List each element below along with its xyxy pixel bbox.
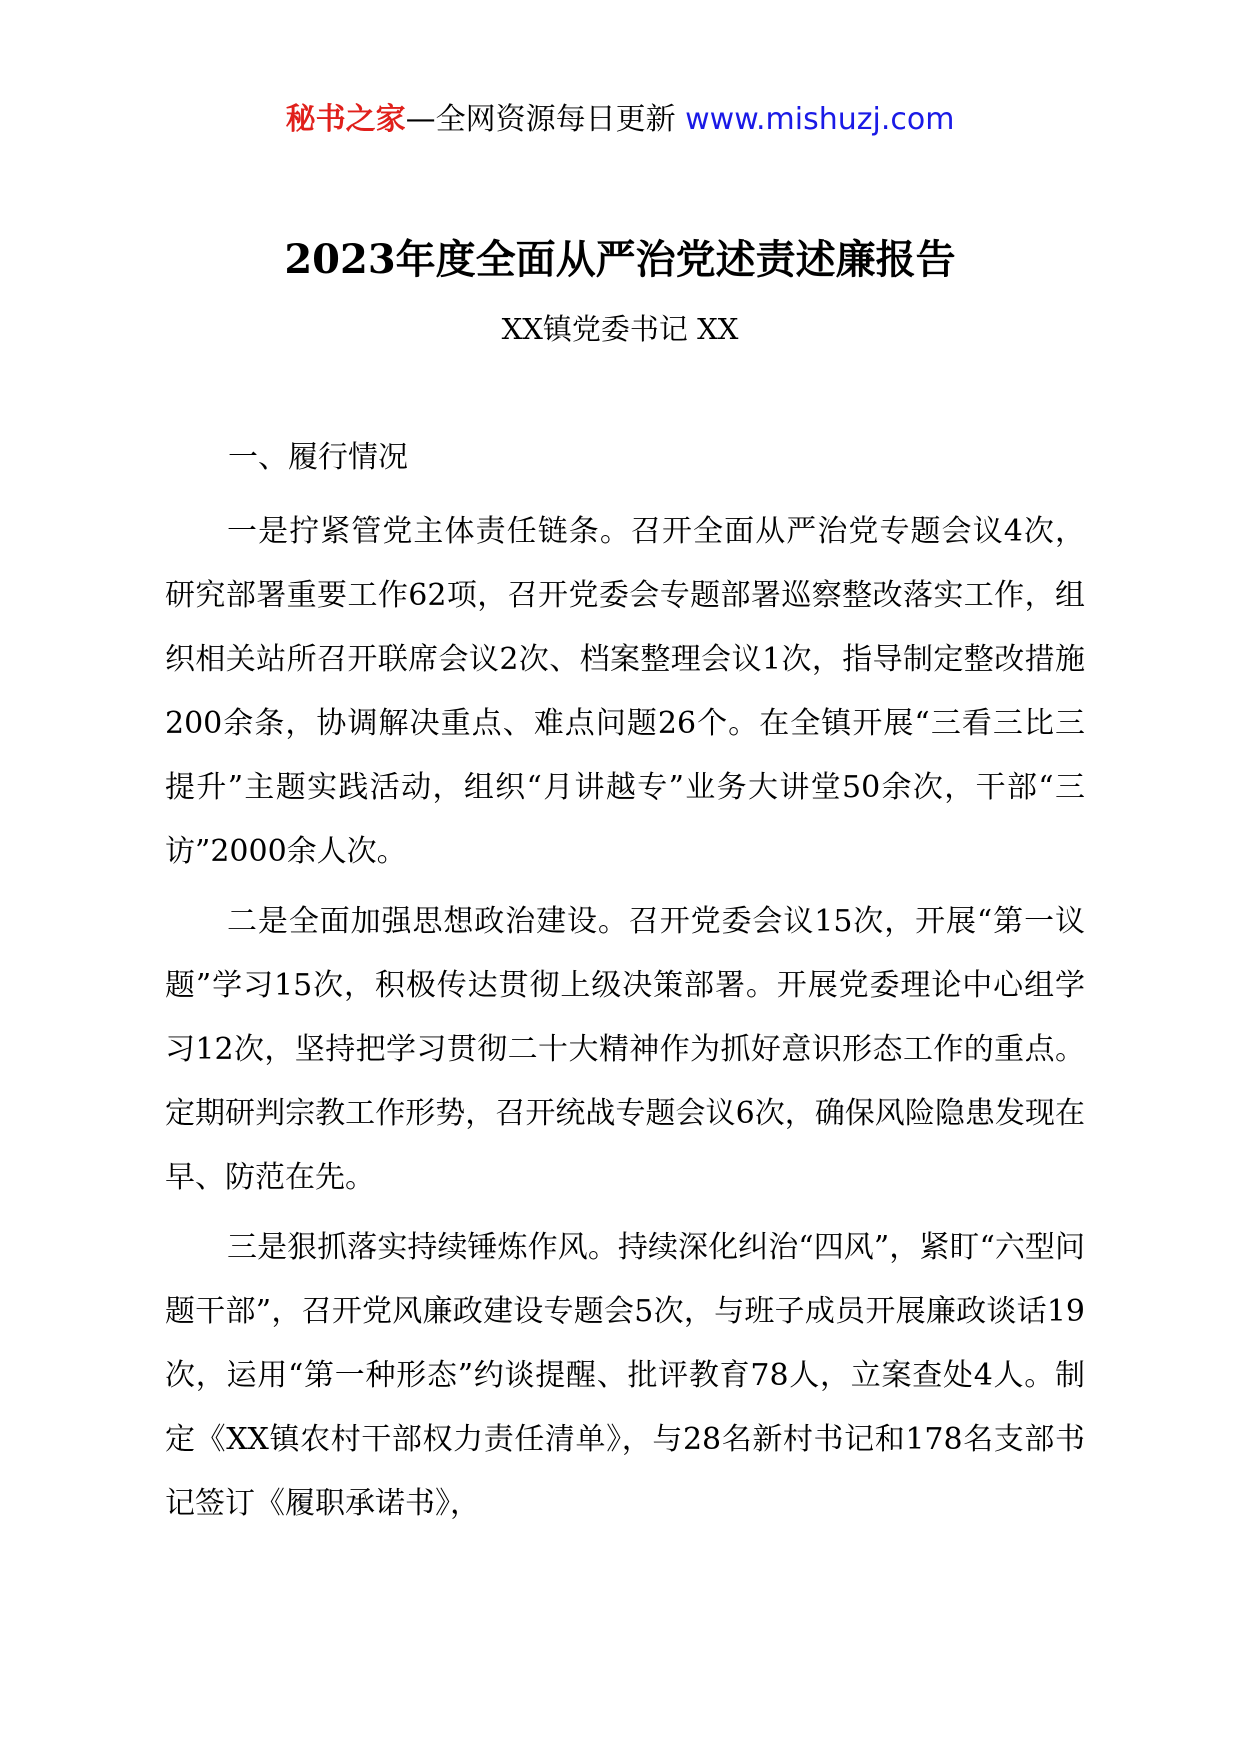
paragraph-3: 三是狠抓落实持续锤炼作风。持续深化纠治“四风”，紧盯“六型问题干部”，召开党风廉政建设专题会5次，与班子成员开展廉政谈话19次，运用“第一种形态”约谈提醒、批评教育78人，立案查处4人。制定《XX镇农村干部权力责任清单》，与28名新村书记和178名支部书记签订《履职承诺书》， bbox=[165, 1230, 1085, 1521]
paragraph-2: 二是全面加强思想政治建设。召开党委会议15次，开展“第一议题”学习15次，积极传达贯彻上级决策部署。开展党委理论中心组学习12次，坚持把学习贯彻二十大精神作为抓好意识形态工作的重点。定期研判宗教工作形势，召开统战专题会议6次，确保风险隐患发现在早、防范在先。 bbox=[165, 904, 1085, 1195]
section-heading: 一、履行情况 bbox=[228, 440, 408, 475]
document-byline: XX镇党委书记 XX bbox=[501, 312, 739, 346]
body-text bbox=[165, 500, 1085, 1536]
site-url-link[interactable]: www.mishuzj.com bbox=[685, 102, 955, 137]
paragraph-1: 一是拧紧管党主体责任链条。召开全面从严治党专题会议4次，研究部署重要工作62项，召开党委会专题部署巡察整改落实工作，组织相关站所召开联席会议2次、档案整理会议1次，指导制定整改措施200余条，协调解决重点、难点问题26个。在全镇开展“三看三比三提升”主题实践活动，组织“月讲越专”业务大讲堂50余次，干部“三访”2000余人次。 bbox=[165, 514, 1085, 869]
document-title: 2023年度全面从严治党述责述廉报告 bbox=[284, 236, 956, 283]
header-banner bbox=[0, 100, 1240, 140]
brand-name: 秘书之家 bbox=[285, 102, 406, 137]
header-slogan: —全网资源每日更新 bbox=[405, 102, 676, 137]
